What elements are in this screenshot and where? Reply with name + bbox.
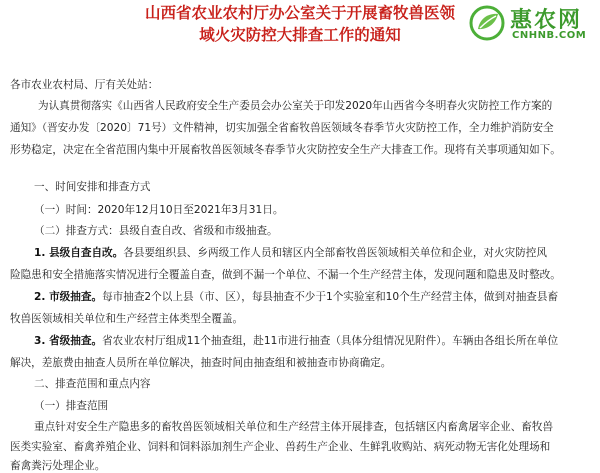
paragraph-text: 省农业农村厅组成11个抽查组，赴11市进行抽查（具体分组情况见附件）。车辆由各组长所在单位 <box>102 335 559 347</box>
intro-line: 通知》（晋安办发〔2020〕71号）文件精神，切实加强全省畜牧兽医领域冬春季节火灾防控工作，全力维护消防安全 <box>10 122 554 134</box>
scope-line: 重点针对安全生产隐患多的畜牧兽医领域相关单位和生产经营主体开展排查，包括辖区内畜禽屠宰企业、畜牧兽 <box>34 421 554 433</box>
city-check-paragraph <box>34 290 596 304</box>
section-heading: 二、排查范围和重点内容 <box>34 378 151 390</box>
paragraph-text: 每市抽查2个以上县（市、区），每县抽查不少于1个实验室和10个生产经营主体，做到对抽查县畜 <box>102 291 559 303</box>
time-arrangement: （一）时间：2020年12月10日至2021年3月31日。 <box>34 204 284 216</box>
scope-line: 畜禽粪污处理企业。 <box>10 460 106 472</box>
province-check-label: 3. 省级抽查。 <box>34 335 103 347</box>
intro-line: 为认真贯彻落实《山西省人民政府安全生产委员会办公室关于印发2020年山西省今冬明春火灾防控工作方案的 <box>38 100 553 112</box>
watermark-name: 惠农网 <box>510 8 583 33</box>
document-title-line-1: 山西省农业农村厅办公室关于开展畜牧兽医领 <box>144 3 455 22</box>
province-check-paragraph <box>34 334 596 348</box>
section-heading: 一、时间安排和排查方式 <box>34 181 151 193</box>
paragraph-line: 解决，差旅费由抽查人员所在单位解决，抽查时间由抽查组和被抽查市协商确定。 <box>10 357 392 369</box>
city-check-label: 2. 市级抽查。 <box>34 291 103 303</box>
paragraph-line: 险隐患和安全措施落实情况进行全覆盖自查，做到不漏一个单位、不漏一个生产经营主体，发现问题和隐患及时整改。 <box>10 269 561 281</box>
leaf-logo-icon <box>468 5 506 41</box>
county-self-check-label: 1. 县级自查自改。 <box>34 247 124 259</box>
paragraph-text: 各县要组织县、乡两级工作人员和辖区内全部畜牧兽医领域相关单位和企业，对火灾防控风 <box>123 247 547 259</box>
county-self-check-paragraph <box>34 246 596 260</box>
document-title-line-2: 域火灾防控大排查工作的通知 <box>199 25 401 44</box>
salutation: 各市农业农村局、厅有关处站： <box>10 79 159 91</box>
paragraph-line: 牧兽医领域相关单位和生产经营主体类型全覆盖。 <box>10 313 244 325</box>
inspection-method: （二）排查方式：县级自查自改、省级和市级抽查。 <box>34 225 278 237</box>
subsection-heading: （一）排查范围 <box>34 400 109 412</box>
watermark-url: CNHNB.COM <box>512 30 587 41</box>
scope-line: 医类实验室、畜禽养殖企业、饲料和饲料添加剂生产企业、兽药生产企业、生鲜乳收购站、病死动物无害化处理场和 <box>10 441 551 453</box>
watermark-logo <box>468 4 594 44</box>
intro-line: 形势稳定，决定在全省范围内集中开展畜牧兽医领域冬春季节火灾防控安全生产大排查工作。现将有关事项通知如下。 <box>10 144 561 156</box>
